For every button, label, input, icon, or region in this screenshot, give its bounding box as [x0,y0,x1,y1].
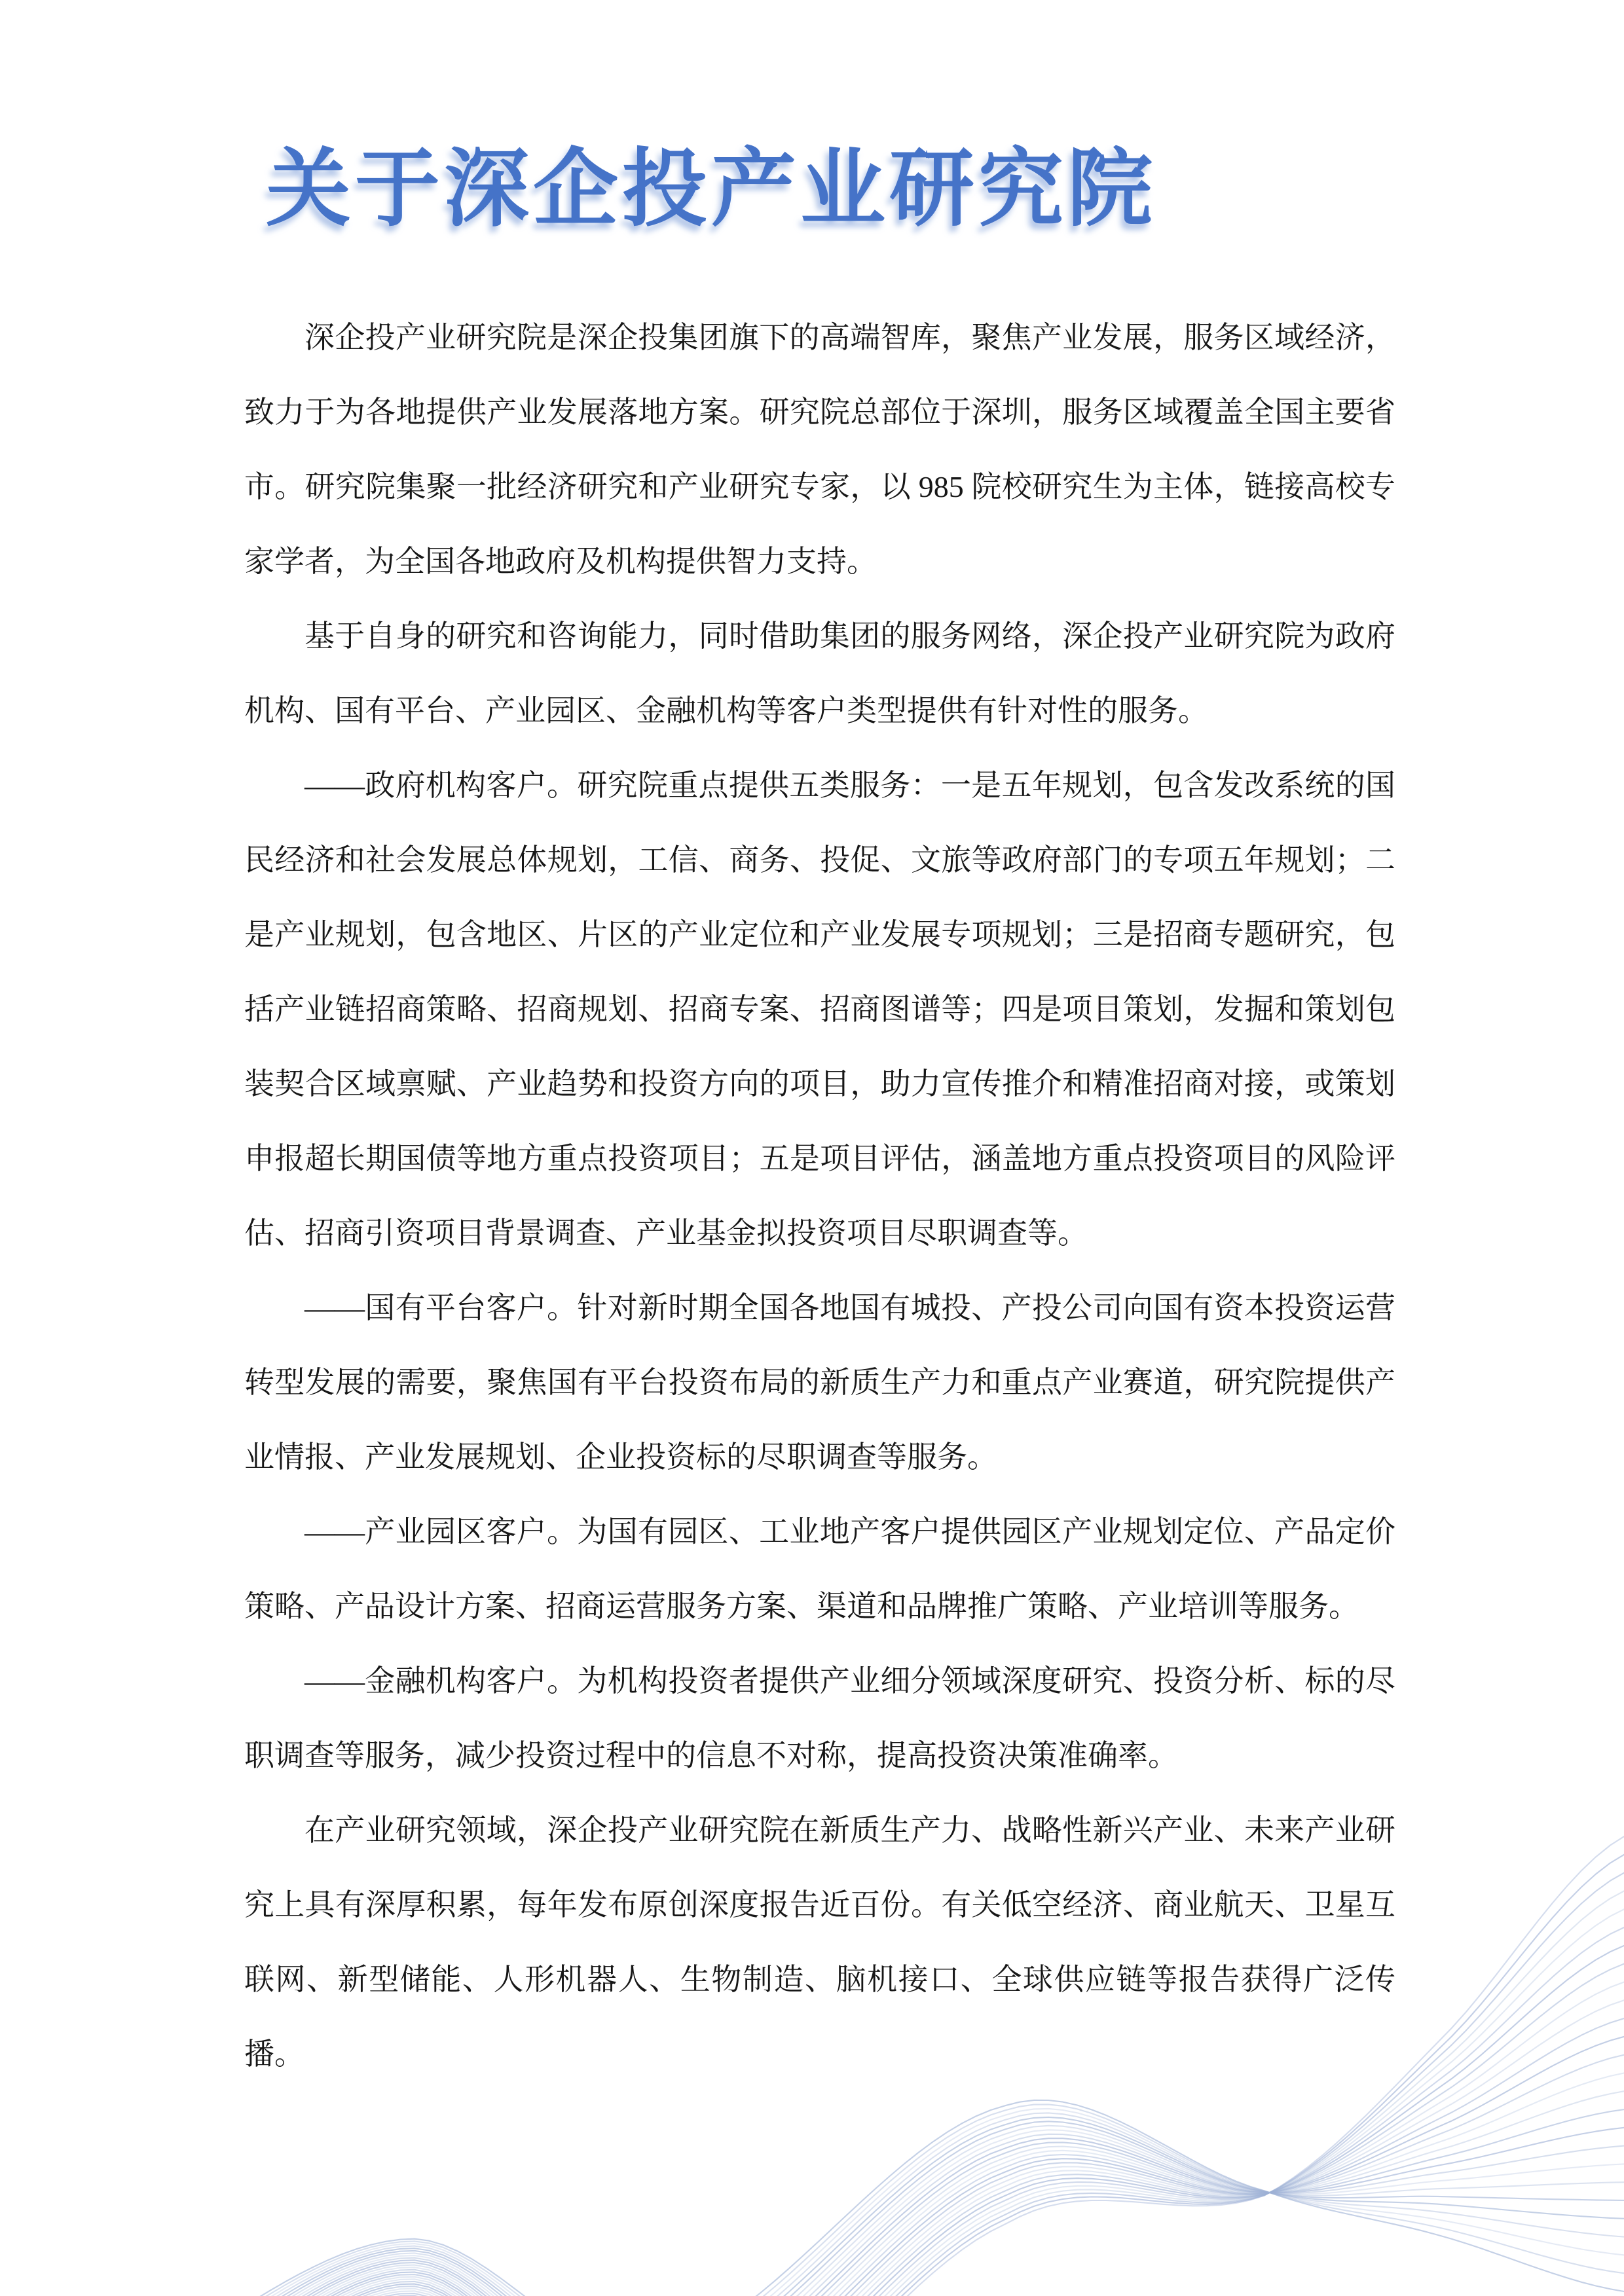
paragraph: ——产业园区客户。为国有园区、工业地产客户提供园区产业规划定位、产品定价策略、产品设计方案、招商运营服务方案、渠道和品牌推广策略、产业培训等服务。 [244,1515,1395,1623]
paragraph: 在产业研究领域，深企投产业研究院在新质生产力、战略性新兴产业、未来产业研究上具有深厚积累，每年发布原创深度报告近百份。有关低空经济、商业航天、卫星互联网、新型储能、人形机器人、生物制造、脑机接口、全球供应链等报告获得广泛传播。 [244,1813,1395,2071]
wave-line [69,2109,1624,2296]
wave-line [69,2121,1624,2296]
wave-line [69,2109,1624,2296]
wave-line [69,2134,1624,2296]
wave-line [69,2117,1624,2296]
wave-line [69,2104,1624,2296]
page-title: 关于深企投产业研究院 [266,141,1157,236]
wave-line [69,2073,1624,2296]
paragraph: ——金融机构客户。为机构投资者提供产业细分领域深度研究、投资分析、标的尽职调查等服务，减少投资过程中的信息不对称，提高投资决策准确率。 [244,1664,1395,1772]
wave-line [69,2113,1624,2296]
paragraph: ——国有平台客户。针对新时期全国各地国有城投、产投公司向国有资本投资运营转型发展的需要，聚焦国有平台投资布局的新质生产力和重点产业赛道，研究院提供产业情报、产业发展规划、企业投资标的尽职调查等服务。 [244,1291,1395,1474]
wave-line [69,2128,1624,2296]
wave-line [69,2100,1624,2296]
wave-line [69,2130,1624,2296]
paragraph: 深企投产业研究院是深企投集团旗下的高端智库，聚焦产业发展，服务区域经济，致力于为各地提供产业发展落地方案。研究院总部位于深圳，服务区域覆盖全国主要省市。研究院集聚一批经济研究和产业研究专家，以 985 院校研究生为主体，链接高校专家学者，为全国各地政府及机构提供智力支持。 [244,321,1395,578]
paragraph: ——政府机构客户。研究院重点提供五类服务：一是五年规划，包含发改系统的国民经济和社会发展总体规划，工信、商务、投促、文旅等政府部门的专项五年规划；二是产业规划，包含地区、片区的产业定位和产业发展专项规划；三是招商专题研究，包括产业链招商策略、招商规划、招商专案、招商图谱等；四是项目策划，发掘和策划包装契合区域禀赋、产业趋势和投资方向的项目，助力宣传推介和精准招商对接，或策划申报超长期国债等地方重点投资项目；五是项目评估，涵盖地方重点投资项目的风险评估、招商引资项目背景调查、产业基金拟投资项目尽职调查等。 [244,769,1395,1250]
document-body [244,301,1395,2092]
wave-line [69,2091,1624,2296]
wave-line [69,2126,1624,2296]
paragraph: 基于自身的研究和咨询能力，同时借助集团的服务网络，深企投产业研究院为政府机构、国有平台、产业园区、金融机构等客户类型提供有针对性的服务。 [244,619,1395,727]
